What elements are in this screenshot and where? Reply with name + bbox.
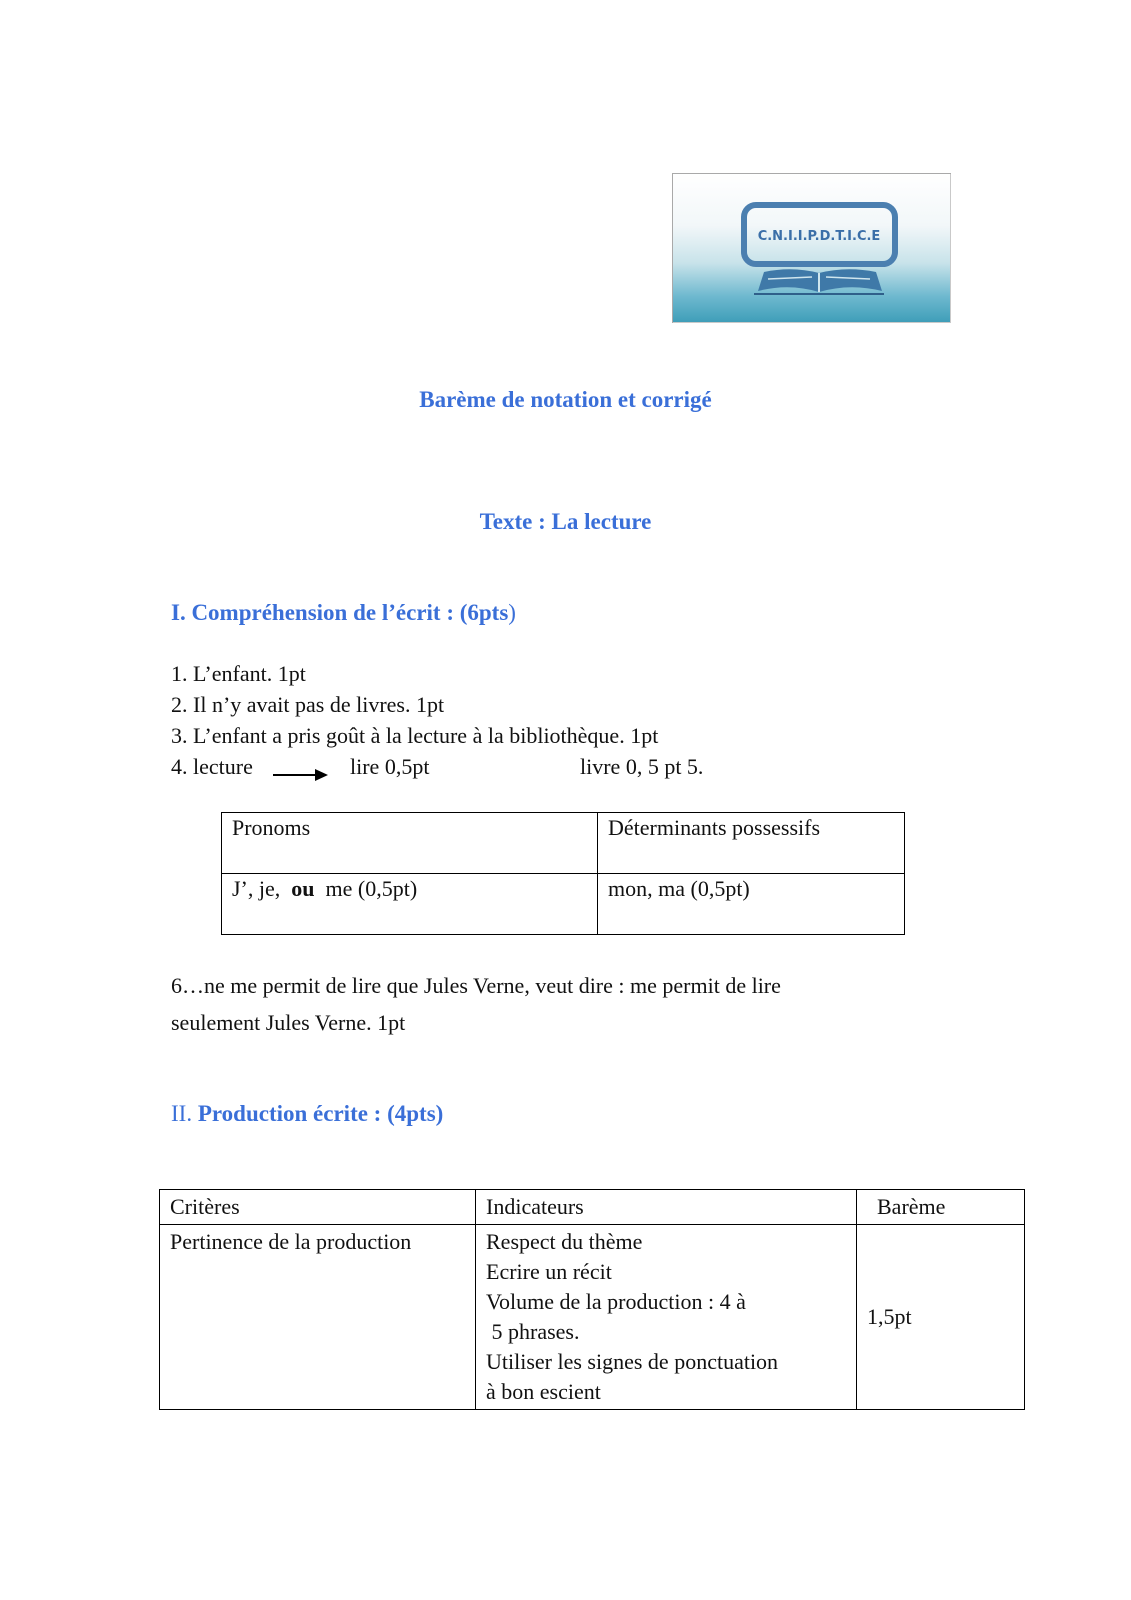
arrow-right-icon [273, 768, 329, 782]
header-indicateurs: Indicateurs [476, 1190, 857, 1225]
cell-bareme: 1,5pt [857, 1225, 1025, 1410]
answer-6-line-1: 6…ne me permit de lire que Jules Verne, veut dire : me permit de lire [171, 973, 781, 998]
section-2-numeral: II. [171, 1101, 193, 1126]
answer-3: 3. L’enfant a pris goût à la lecture à la bibliothèque. 1pt [171, 723, 659, 748]
table-row [222, 874, 905, 935]
cell-critere: Pertinence de la production [160, 1225, 476, 1410]
answer-4-derived-1: lire 0,5pt [350, 754, 430, 779]
cell-pronoms [222, 874, 598, 935]
answer-2: 2. Il n’y avait pas de livres. 1pt [171, 692, 445, 717]
cell-determinants: mon, ma (0,5pt) [598, 874, 905, 935]
text-subtitle: Texte : La lecture [479, 509, 652, 534]
answer-1: 1. L’enfant. 1pt [171, 661, 306, 686]
section-2-heading [171, 1101, 443, 1127]
pronouns-table [221, 812, 905, 935]
section-2-title: Production écrite : (4pts) [192, 1101, 444, 1126]
section-1-heading [171, 600, 516, 626]
indicator-item: Utiliser les signes de ponctuation [486, 1349, 779, 1374]
page-title: Barème de notation et corrigé [419, 387, 712, 412]
header-determinants: Déterminants possessifs [598, 813, 905, 874]
header-criteres: Critères [160, 1190, 476, 1225]
indicator-item: Respect du thème [486, 1229, 643, 1254]
indicator-item: Volume de la production : 4 à [486, 1289, 746, 1314]
table-row [160, 1225, 1025, 1410]
section-1-title: I. Compréhension de l’écrit : (6pts [171, 600, 509, 625]
table-header-row [222, 813, 905, 874]
pron-a: J’, je, [232, 876, 281, 901]
production-table [159, 1189, 1025, 1410]
cell-indicateurs [476, 1225, 857, 1410]
header-pronoms: Pronoms [222, 813, 598, 874]
table-header-row [160, 1190, 1025, 1225]
indicator-item: Ecrire un récit [486, 1259, 612, 1284]
pron-ou: ou [291, 876, 315, 901]
indicator-item: à bon escient [486, 1379, 601, 1404]
pron-b: me (0,5pt) [325, 876, 418, 901]
logo [672, 173, 951, 323]
answer-6-line-2: seulement Jules Verne. 1pt [171, 1010, 406, 1035]
indicator-item: 5 phrases. [486, 1319, 580, 1344]
answer-4-derived-2: livre 0, 5 pt 5. [580, 754, 704, 779]
logo-text: C.N.I.I.P.D.T.I.C.E [757, 229, 881, 244]
answer-4-word: 4. lecture [171, 754, 253, 779]
header-bareme: Barème [857, 1190, 1025, 1225]
section-1-paren: ) [508, 600, 516, 625]
monitor-book-icon [672, 173, 951, 323]
